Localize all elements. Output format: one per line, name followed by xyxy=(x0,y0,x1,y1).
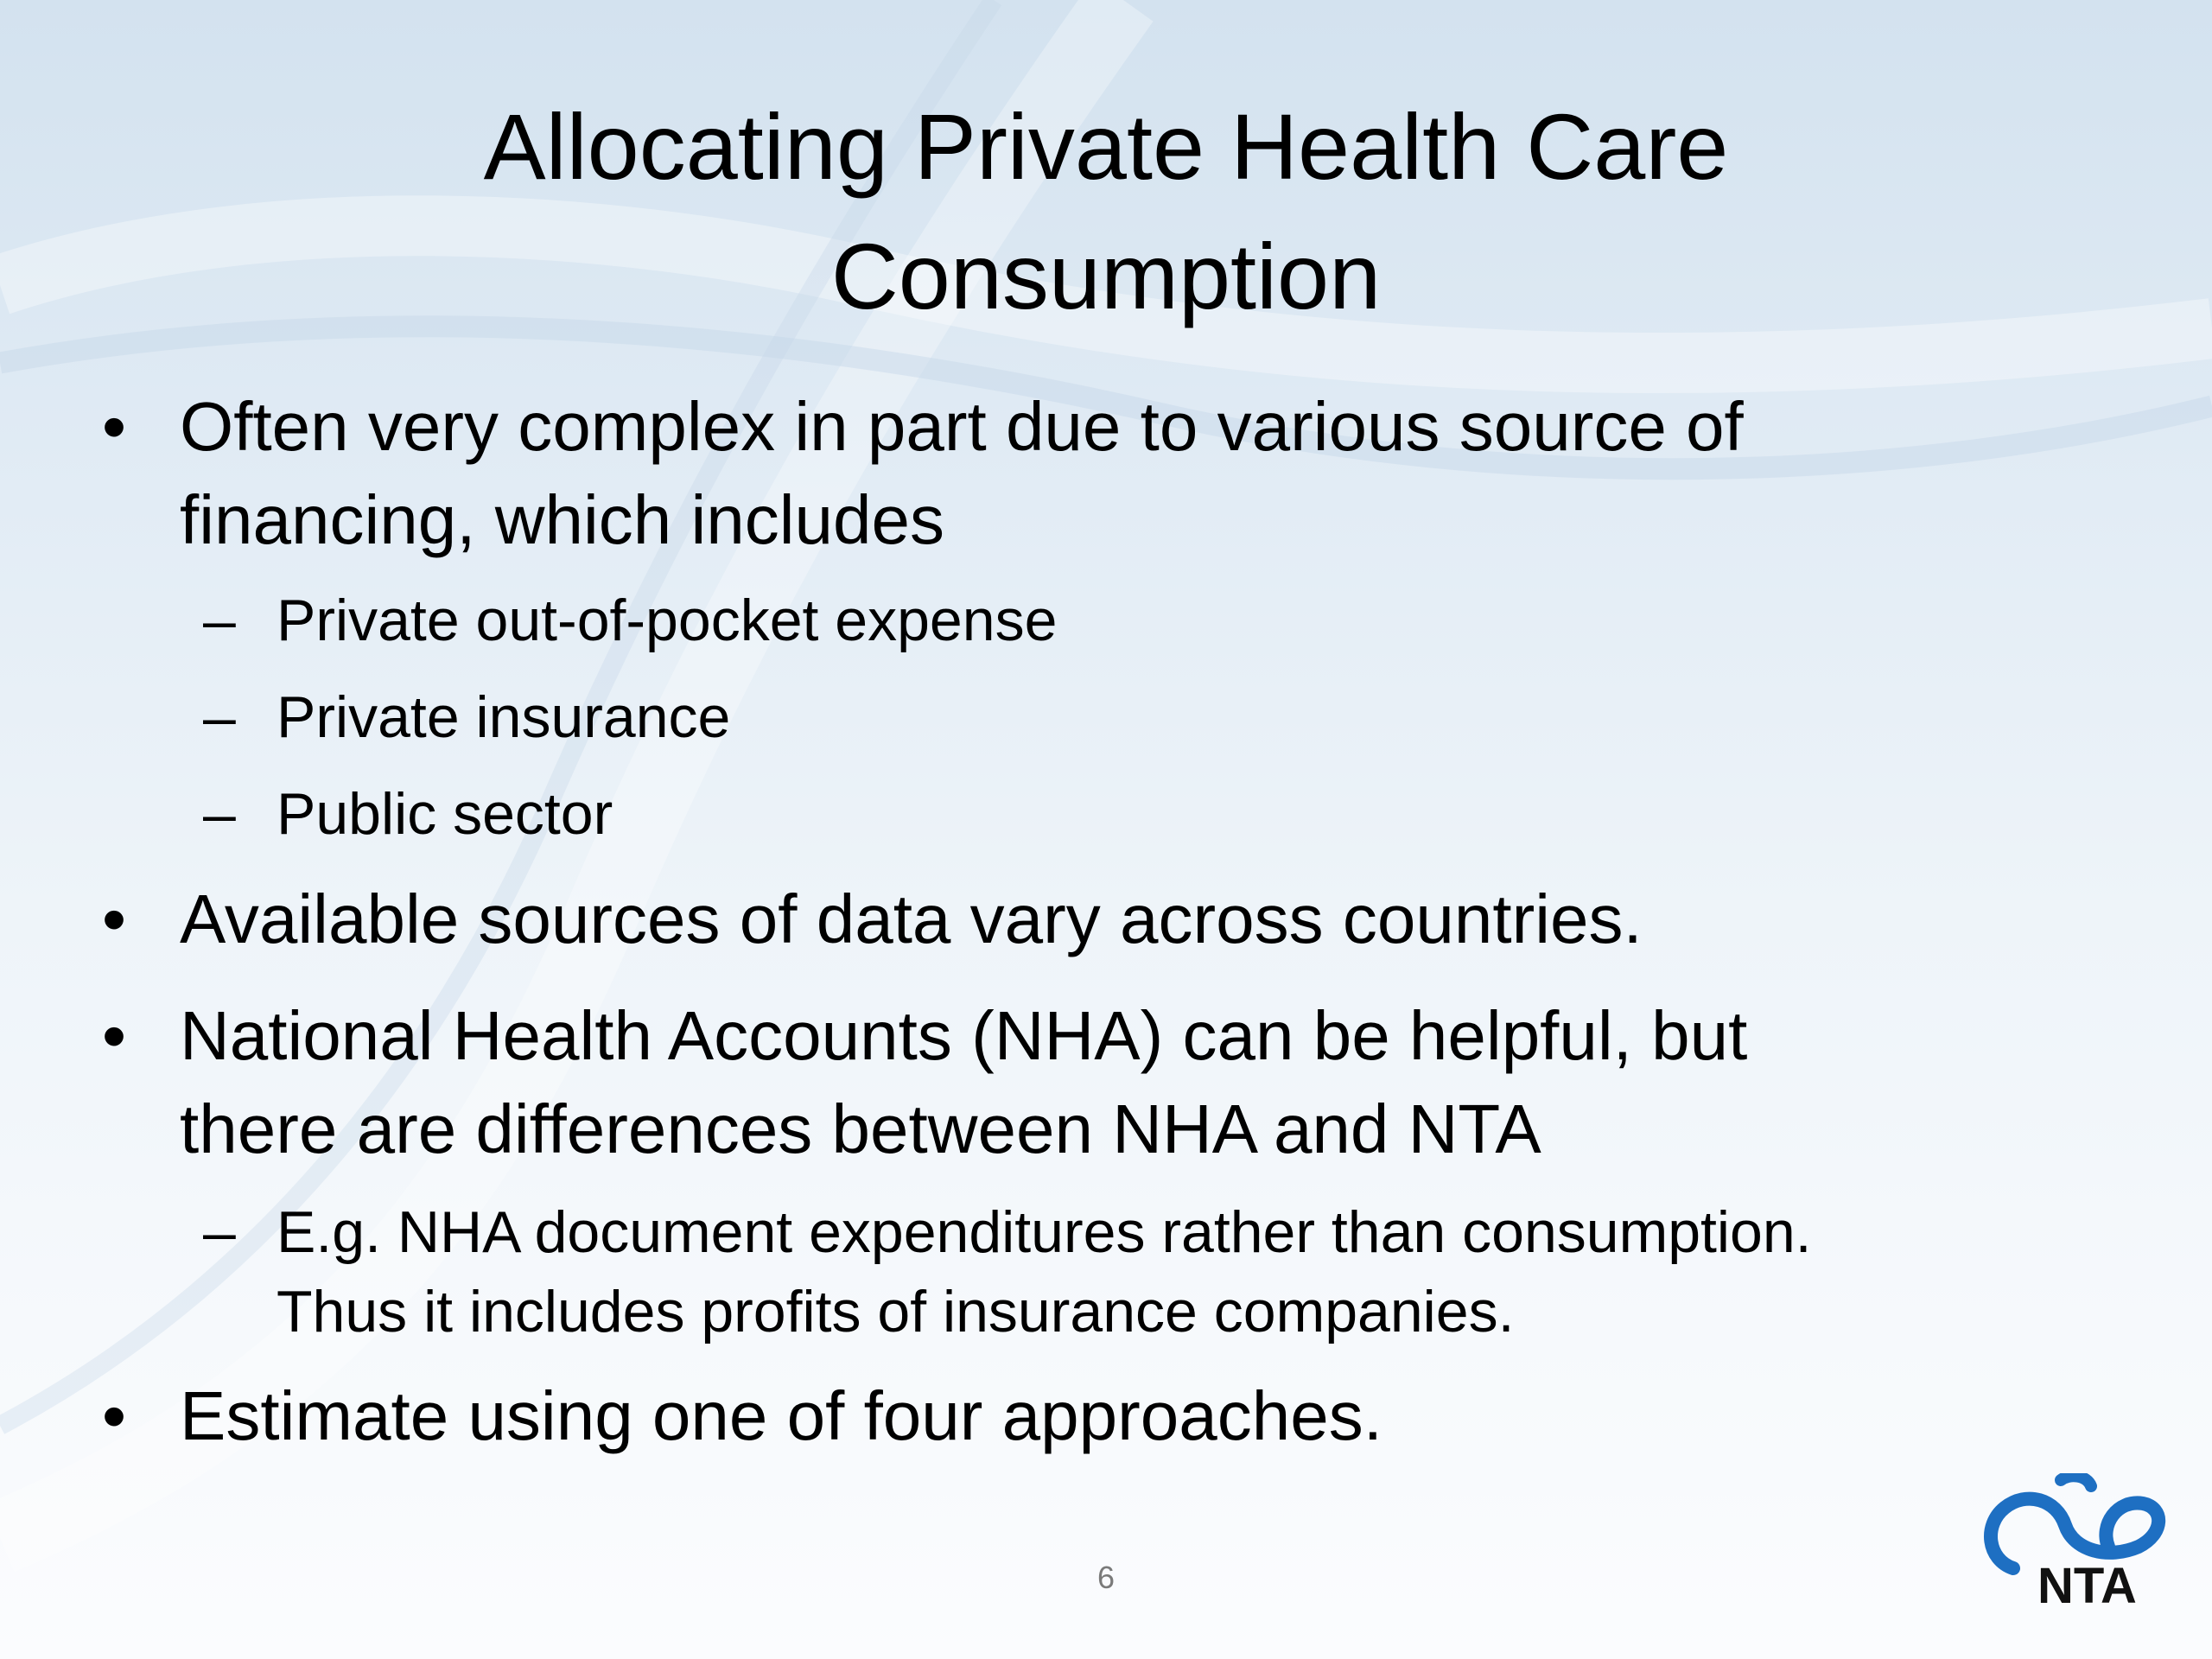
sub-item-text: Private insurance xyxy=(276,684,731,750)
sub-item-dash: – xyxy=(203,781,236,847)
bullet-text-line: Available sources of data vary across countries. xyxy=(180,880,1643,957)
sub-item-dash: – xyxy=(203,588,236,653)
bullet-item-4 xyxy=(102,1370,2124,1463)
bullet-item-2 xyxy=(102,873,2124,966)
sub-item-2 xyxy=(203,677,2134,757)
bullet-dot: • xyxy=(102,997,127,1074)
sub-item-text-line: E.g. NHA document expenditures rather than consumption. xyxy=(276,1199,1812,1265)
sub-item-text: Private out-of-pocket expense xyxy=(276,588,1058,653)
bullet-item-1 xyxy=(102,380,2124,567)
sub-item-1 xyxy=(203,581,2134,660)
bullet-item-3 xyxy=(102,989,2124,1176)
slide-title xyxy=(173,82,2039,341)
slide-title-line-2: Consumption xyxy=(830,224,1382,328)
sub-item-4 xyxy=(203,1192,2177,1351)
sub-item-3 xyxy=(203,774,2134,854)
bullet-text-line: financing, which includes xyxy=(180,481,944,558)
bullet-text-line: Estimate using one of four approaches. xyxy=(180,1377,1382,1454)
nta-logo xyxy=(1979,1473,2182,1611)
bullet-dot: • xyxy=(102,880,127,957)
slide-title-line-1: Allocating Private Health Care xyxy=(483,94,1729,199)
sub-item-text: Public sector xyxy=(276,781,613,847)
bullet-text-line: Often very complex in part due to various source of xyxy=(180,388,1744,465)
bullet-text-line: National Health Accounts (NHA) can be helpful, but xyxy=(180,997,1748,1074)
bullet-dot: • xyxy=(102,1377,127,1454)
sub-item-text-line: Thus it includes profits of insurance companies. xyxy=(276,1279,1515,1344)
bullet-text-line: there are differences between NHA and NTA xyxy=(180,1090,1541,1167)
page-number: 6 xyxy=(1096,1560,1116,1595)
sub-item-dash: – xyxy=(203,684,236,750)
nta-logo-text: NTA xyxy=(2037,1558,2137,1611)
bullet-dot: • xyxy=(102,388,127,465)
sub-item-dash: – xyxy=(203,1199,236,1265)
